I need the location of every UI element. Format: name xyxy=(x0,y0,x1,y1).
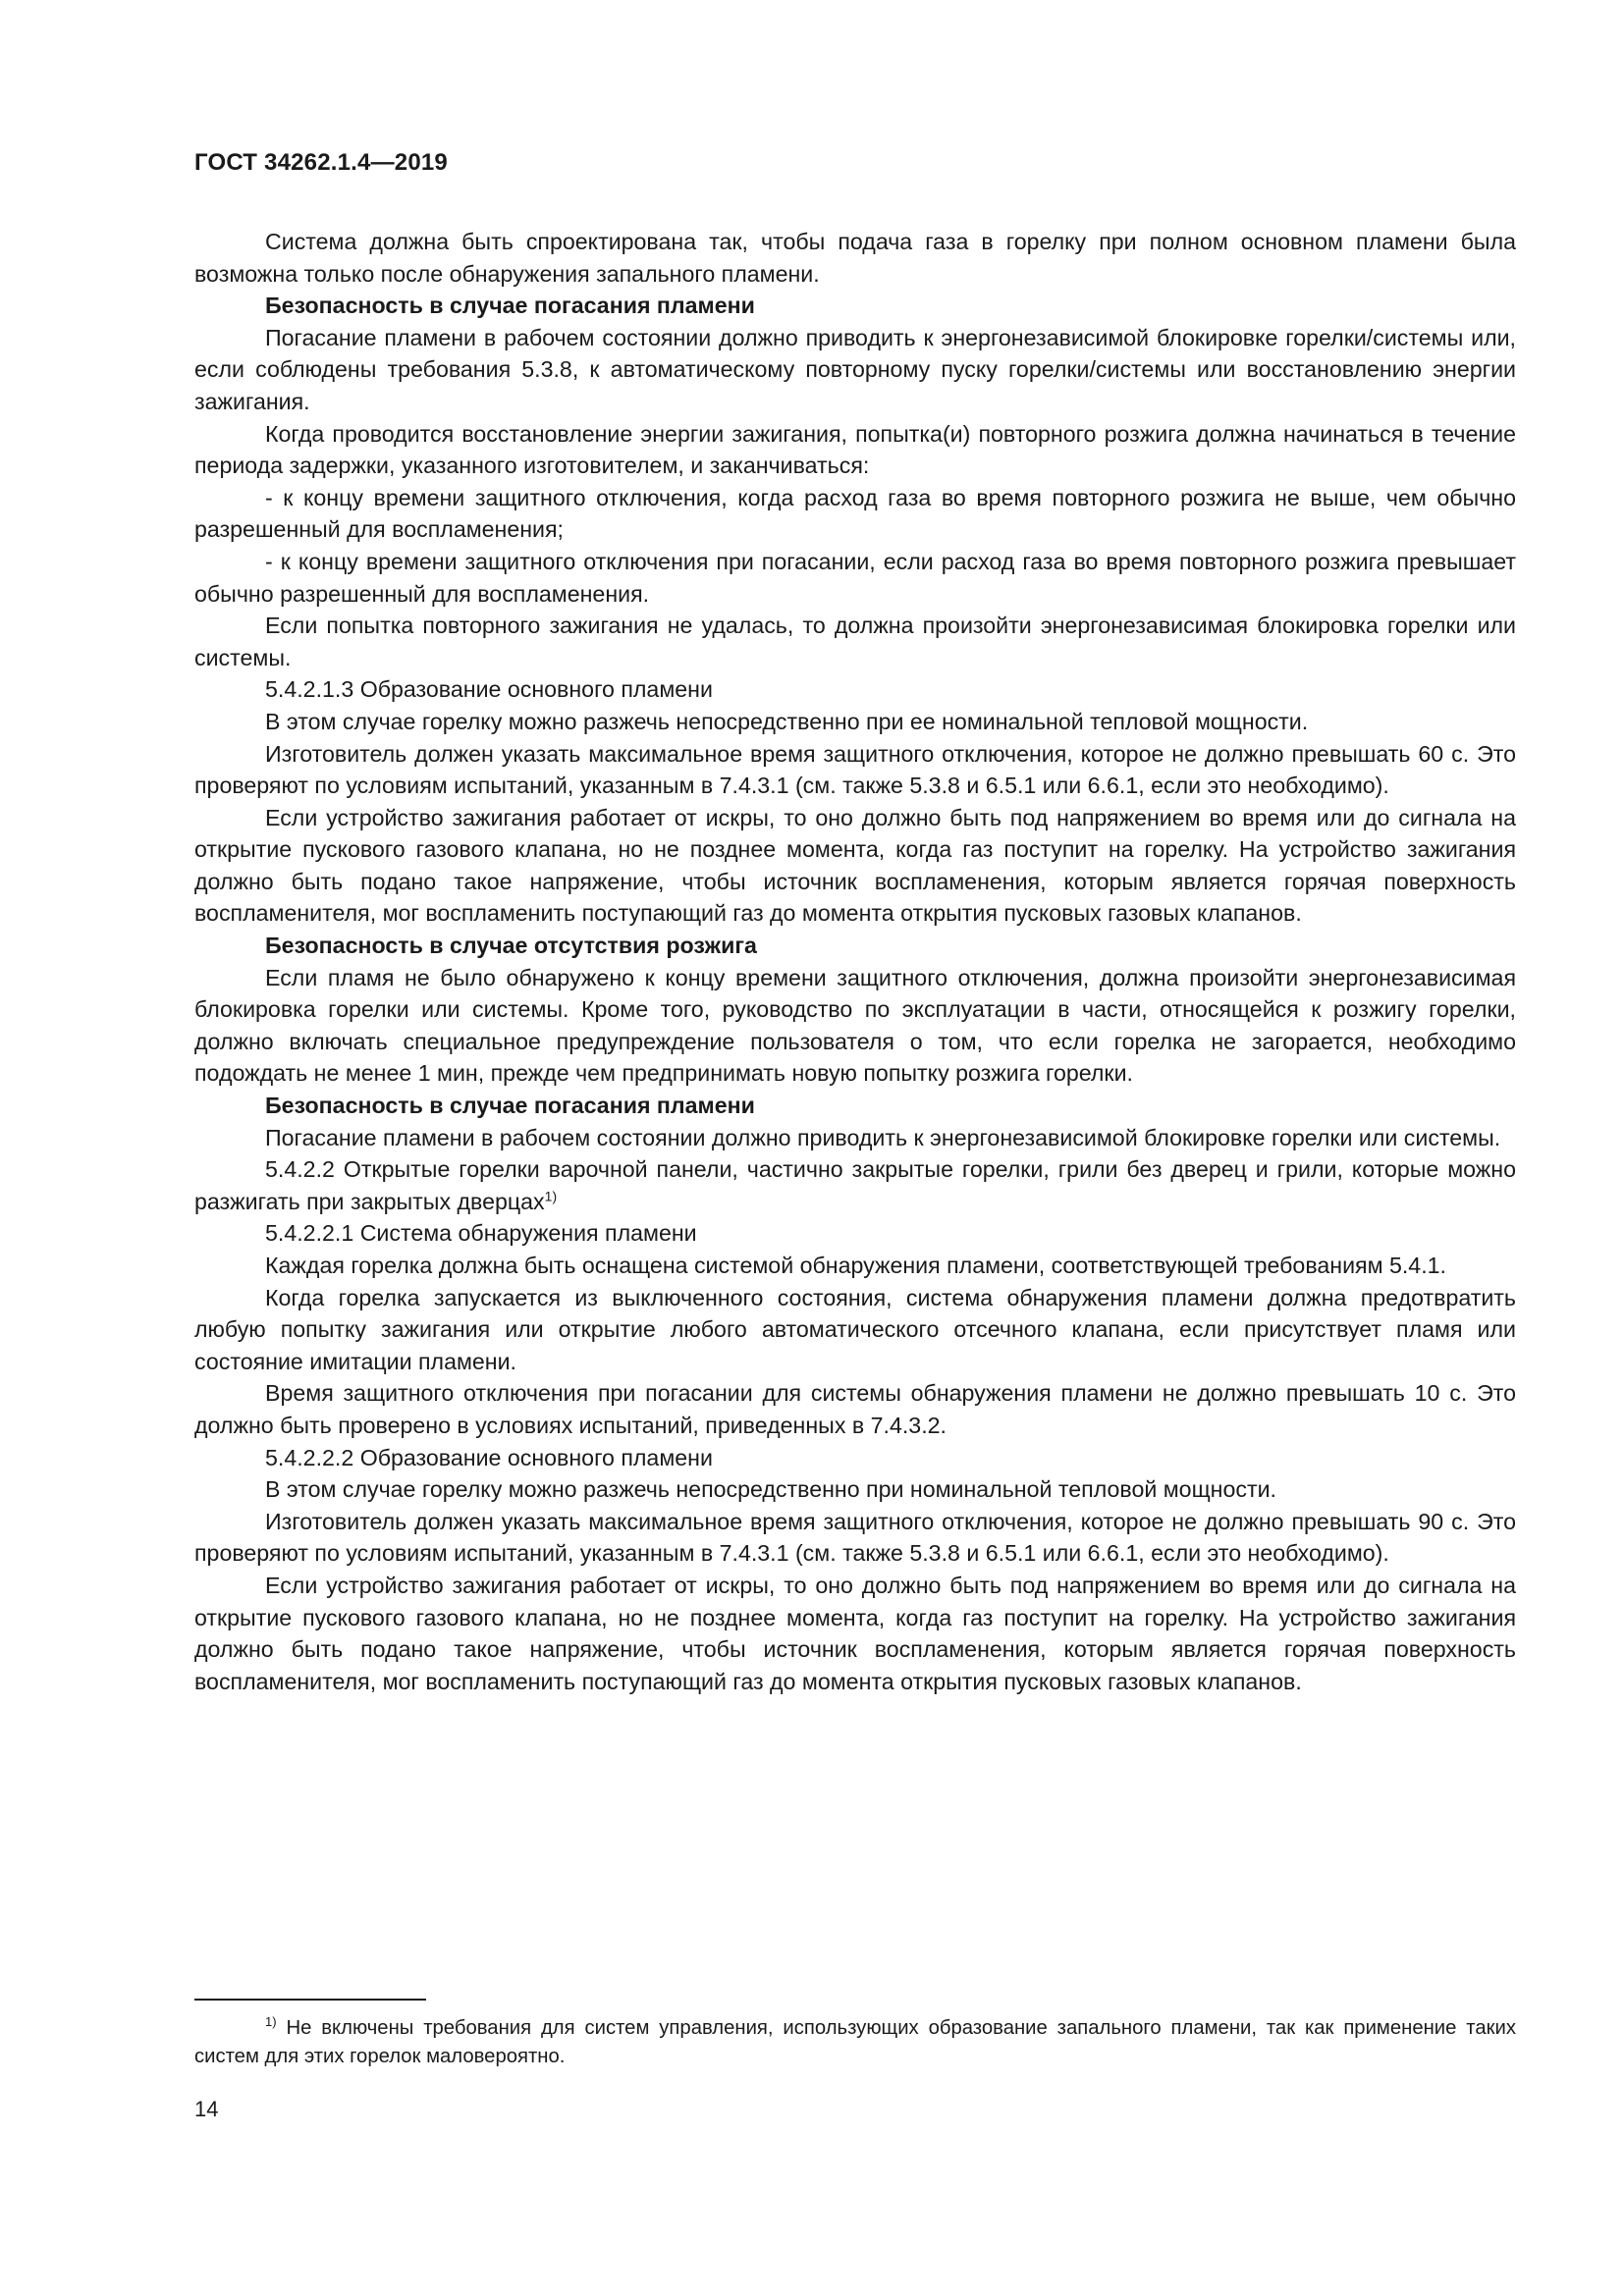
footnote-marker: 1) xyxy=(265,2014,277,2030)
body-text xyxy=(194,226,1516,1697)
paragraph: Каждая горелка должна быть оснащена системой обнаружения пламени, соответствующей требованиям 5.4.1. xyxy=(265,1253,1446,1278)
paragraph: Погасание пламени в рабочем состоянии должно приводить к энергонезависимой блокировке горелки или системы. xyxy=(265,1124,1501,1150)
paragraph: Если устройство зажигания работает от искры, то оно должно быть под напряжением во время или до сигнала на открытие пускового газового клапана, но не позднее момента, когда газ поступит на горелку. На устройство зажигания должно быть подано такое напряжение, чтобы источник воспламенения, которым является горячая поверхность воспламенителя, мог воспламенить поступающий газ до момента открытия пусковых газовых клапанов. xyxy=(194,804,1516,927)
document-header: ГОСТ 34262.1.4—2019 xyxy=(194,149,448,176)
paragraph: Если устройство зажигания работает от искры, то оно должно быть под напряжением во время или до сигнала на открытие пускового газового клапана, но не позднее момента, когда газ поступит на горелку. На устройство зажигания должно быть подано такое напряжение, чтобы источник воспламенения, которым является горячая поверхность воспламенителя, мог воспламенить поступающий газ до момента открытия пусковых газовых клапанов. xyxy=(194,1572,1516,1694)
paragraph: Если пламя не было обнаружено к концу времени защитного отключения, должна произойти энергонезависимая блокировка горелки или системы. Кроме того, руководство по эксплуатации в части, относящейся к розжигу горелки, должно включать специальное предупреждение пользователя о том, что если горелка не загорается, необходимо подождать не менее 1 мин, прежде чем предпринимать новую попытку розжига горелки. xyxy=(194,964,1516,1087)
paragraph: Когда горелка запускается из выключенного состояния, система обнаружения пламени должна предотвратить любую попытку зажигания или открытие любого автоматического отсечного клапана, если присутствует пламя или состояние имитации пламени. xyxy=(194,1284,1516,1374)
list-item: - к концу времени защитного отключения при погасании, если расход газа во время повторного розжига превышает обычно разрешенный для воспламенения. xyxy=(194,548,1516,607)
paragraph: Изготовитель должен указать максимальное время защитного отключения, которое не должно превышать 90 с. Это проверяют по условиям испытаний, указанным в 7.4.3.1 (см. также 5.3.8 и 6.5.1 или 6.6.1, если это необходимо). xyxy=(194,1508,1516,1567)
clause-heading: 5.4.2.2.1 Система обнаружения пламени xyxy=(265,1220,697,1247)
paragraph: Время защитного отключения при погасании для системы обнаружения пламени не должно превышать 10 с. Это должно быть проверено в условиях испытаний, приведенных в 7.4.3.2. xyxy=(194,1380,1516,1438)
paragraph: Изготовитель должен указать максимальное время защитного отключения, которое не должно превышать 60 с. Это проверяют по условиям испытаний, указанным в 7.4.3.1 (см. также 5.3.8 и 6.5.1 или 6.6.1, если это необходимо). xyxy=(194,740,1516,799)
paragraph: В этом случае горелку можно разжечь непосредственно при ее номинальной тепловой мощности. xyxy=(265,708,1309,734)
footnote xyxy=(194,2014,1516,2071)
clause-heading xyxy=(194,1153,1516,1217)
paragraph: Система должна быть спроектирована так, чтобы подача газа в горелку при полном основном пламени была возможна только после обнаружения запального пламени. xyxy=(194,229,1516,287)
clause-heading: 5.4.2.1.3 Образование основного пламени xyxy=(265,676,713,703)
paragraph: Когда проводится восстановление энергии зажигания, попытка(и) повторного розжига должна начинаться в течение периода задержки, указанного изготовителем, и заканчиваться: xyxy=(194,420,1516,479)
clause-heading: 5.4.2.2.2 Образование основного пламени xyxy=(265,1444,713,1470)
paragraph: В этом случае горелку можно разжечь непосредственно при номинальной тепловой мощности. xyxy=(265,1476,1276,1503)
footnote-divider xyxy=(194,1999,426,2001)
footnote-text: Не включены требования для систем управления, использующих образование запального пламени, так как применение таких систем для этих горелок маловероятно. xyxy=(194,2017,1516,2067)
paragraph: Погасание пламени в рабочем состоянии должно приводить к энергонезависимой блокировке горелки/системы или, если соблюдены требования 5.3.8, к автоматическому повторному пуску горелки/системы или восстановлению энергии зажигания. xyxy=(194,324,1516,414)
list-item: - к концу времени защитного отключения, когда расход газа во время повторного розжига не выше, чем обычно разрешенный для воспламенения; xyxy=(194,484,1516,543)
clause-text: 5.4.2.2 Открытые горелки варочной панели, частично закрытые горелки, грили без дверец и грили, которые можно разжигать при закрытых дверцах xyxy=(194,1156,1516,1214)
paragraph: Если попытка повторного зажигания не удалась, то должна произойти энергонезависимая блокировка горелки или системы. xyxy=(194,613,1516,670)
footnote-reference[interactable]: 1) xyxy=(544,1188,558,1204)
section-heading: Безопасность в случае погасания пламени xyxy=(265,1093,755,1119)
section-heading: Безопасность в случае отсутствия розжига xyxy=(265,933,757,959)
section-heading: Безопасность в случае погасания пламени xyxy=(265,293,755,319)
page-number: 14 xyxy=(194,2097,219,2121)
